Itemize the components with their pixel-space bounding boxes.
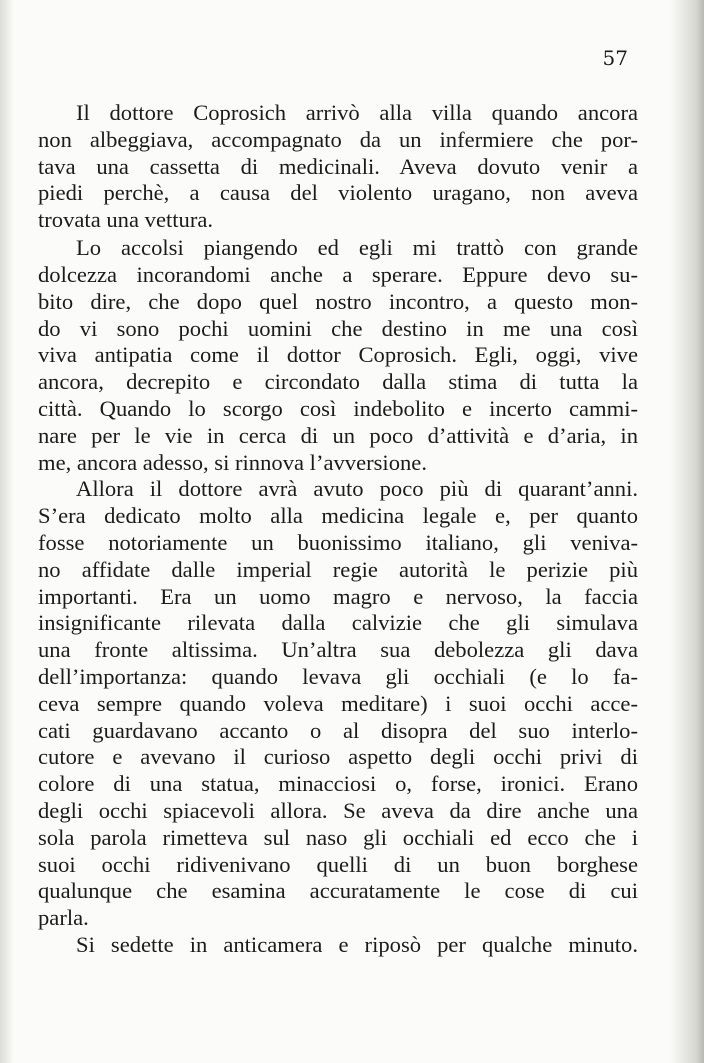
text-line: ceva sempre quando voleva meditare) i suoi occhi acce- <box>38 690 638 716</box>
text-line: Allora il dottore avrà avuto poco più di quarant’anni. <box>76 476 638 502</box>
text-line: dolcezza incorandomi anche a sperare. Eppure devo su- <box>38 262 638 288</box>
text-line: Il dottore Coprosich arrivò alla villa quando ancora <box>76 100 638 125</box>
text-line: Si sedette in anticamera e riposò per qualche minuto. <box>76 932 638 957</box>
text-line: ancora, decrepito e circondato dalla stima di tutta la <box>38 369 638 395</box>
text-line: insignificante rilevata dalla calvizie che gli simulava <box>38 610 638 636</box>
text-line: città. Quando lo scorgo così indebolito e incerto cammi- <box>38 396 638 422</box>
page-edge-shadow-left <box>0 0 14 1063</box>
text-line: suoi occhi ridivenivano quelli di un buon borghese <box>38 851 638 877</box>
text-line: cutore e avevano il curioso aspetto degli occhi privi di <box>38 744 638 770</box>
text-line: importanti. Era un uomo magro e nervoso, la faccia <box>38 583 638 609</box>
text-line: fosse notoriamente un buonissimo italiano, gli veniva- <box>38 530 638 556</box>
text-line: cati guardavano accanto o al disopra del suo interlo- <box>38 717 638 743</box>
text-line: no affidate dalle imperial regie autorità le perizie più <box>38 556 638 582</box>
page-number: 57 <box>602 46 628 70</box>
text-line: bito dire, che dopo quel nostro incontro, a questo mon- <box>38 288 638 314</box>
text-line: S’era dedicato molto alla medicina legale e, per quanto <box>38 503 638 529</box>
text-line: una fronte altissima. Un’altra sua debolezza gli dava <box>38 637 638 663</box>
text-line: nare per le vie in cerca di un poco d’attività e d’aria, in <box>38 422 638 448</box>
text-line: sola parola rimetteva sul naso gli occhiali ed ecco che i <box>38 824 638 850</box>
text-line: trovata una vettura. <box>38 207 214 233</box>
text-line: me, ancora adesso, si rinnova l’avversione. <box>38 449 427 475</box>
text-line: tava una cassetta di medicinali. Aveva dovuto venir a <box>38 153 638 179</box>
body-text <box>38 100 638 959</box>
text-line: non albeggiava, accompagnato da un infermiere che por- <box>38 126 638 152</box>
text-line: viva antipatia come il dottor Coprosich. Egli, oggi, vive <box>38 342 638 368</box>
text-line: Lo accolsi piangendo ed egli mi trattò con grande <box>76 234 638 260</box>
page-edge-shadow-right <box>670 0 704 1063</box>
text-line: piedi perchè, a causa del violento uragano, non aveva <box>38 180 638 206</box>
text-line: parla. <box>38 905 89 931</box>
text-line: degli occhi spiacevoli allora. Se aveva da dire anche una <box>38 798 638 824</box>
text-line: colore di una statua, minacciosi o, forse, ironici. Erano <box>38 771 638 797</box>
text-line: qualunque che esamina accuratamente le cose di cui <box>38 878 638 904</box>
text-line: do vi sono pochi uomini che destino in me una così <box>38 315 638 341</box>
text-line: dell’importanza: quando levava gli occhiali (e lo fa- <box>38 664 638 690</box>
